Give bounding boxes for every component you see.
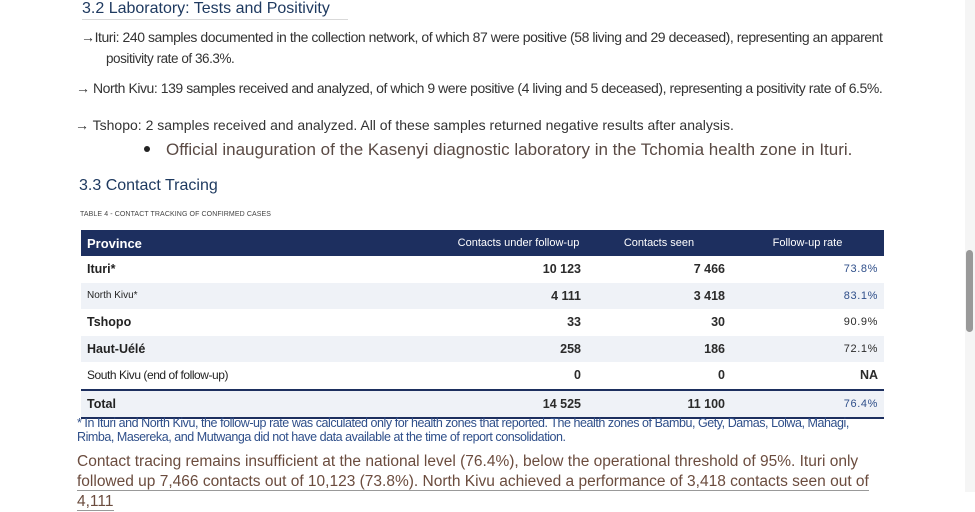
bullet-dot	[144, 146, 150, 152]
cell-under-follow-up: 4 111	[450, 283, 587, 310]
paragraph-line: Contact tracing remains insufficient at the national level (76.4%), below the operational threshold of 95%. Ituri only	[77, 453, 859, 470]
cell-contacts-seen: 186	[587, 336, 731, 363]
table-row-total	[81, 390, 884, 419]
contact-tracking-table	[81, 230, 884, 419]
cell-under-follow-up: 0	[450, 362, 587, 390]
cell-under-follow-up: 258	[450, 336, 587, 363]
cell-under-follow-up: 14 525	[450, 390, 587, 419]
cell-province: Haut-Uélé	[81, 336, 450, 363]
cell-under-follow-up: 33	[567, 315, 581, 330]
lab-item-text: North Kivu: 139 samples received and analyzed, of which 9 were positive (4 living and 5 deceased), representing a positivity rate of 6.5%.	[93, 80, 883, 96]
arrow-icon: →	[76, 80, 90, 96]
lab-item-text: Ituri: 240 samples documented in the collection network, of which 87 were positive (58 living and 29 deceased), representing an apparent	[94, 29, 883, 45]
arrow-icon: →	[81, 29, 95, 45]
arrow-icon: →	[75, 117, 89, 133]
section-heading-laboratory: 3.2 Laboratory: Tests and Positivity	[82, 0, 348, 20]
table-row	[81, 309, 884, 336]
cell-contacts-seen: 11 100	[587, 390, 731, 419]
table-row	[81, 336, 884, 363]
cell-province: South Kivu (end of follow-up)	[81, 362, 450, 390]
lab-item-north-kivu	[76, 80, 882, 96]
lab-item-ituri	[81, 29, 882, 45]
table-header-row	[81, 230, 884, 256]
cell-province: Ituri*	[87, 262, 116, 277]
cell-contacts-seen: 30	[711, 315, 725, 330]
cell-province: Tshopo	[87, 315, 132, 330]
cell-province: Total	[81, 390, 450, 419]
table-row	[81, 283, 884, 310]
scrollbar-thumb[interactable]	[966, 250, 973, 332]
cell-follow-up-rate: 72.1%	[731, 336, 884, 363]
cell-follow-up-rate: 76.4%	[731, 390, 884, 419]
header-province: Province	[81, 230, 450, 256]
vertical-scrollbar[interactable]	[965, 0, 975, 492]
cell-follow-up-rate: 90.9%	[843, 316, 878, 329]
paragraph-line-underlined: followed up 7,466 contacts out of 10,123 (73.8%). North Kivu achieved a performance of 3,418 contacts seen out of 4,111	[77, 473, 869, 510]
bullet-text: Official inauguration of the Kasenyi diagnostic laboratory in the Tchomia health zone in Ituri.	[166, 140, 853, 159]
cell-contacts-seen: 7 466	[693, 262, 725, 277]
cell-contacts-seen: 3 418	[587, 283, 731, 310]
lab-item-tshopo	[75, 117, 734, 133]
cell-follow-up-rate: 73.8%	[843, 263, 878, 276]
header-contacts-seen: Contacts seen	[587, 230, 731, 256]
header-contacts-under-follow-up: Contacts under follow-up	[450, 230, 587, 256]
table-footnote: * In Ituri and North Kivu, the follow-up rate was calculated only for health zones that reported. The health zones of Bambu, Gety, Damas, Lolwa, Mahagi, Rimba, Masereka, and Mutwanga did not have data available at the time of report consolidation.	[77, 416, 849, 444]
cell-under-follow-up: 10 123	[542, 262, 581, 277]
table-row	[81, 256, 884, 283]
lab-item-ituri-cont: positivity rate of 36.3%.	[106, 51, 235, 66]
cell-follow-up-rate: 83.1%	[731, 283, 884, 310]
header-follow-up-rate: Follow-up rate	[731, 230, 884, 256]
cell-follow-up-rate: NA	[731, 362, 884, 390]
section-heading-contact-tracing: 3.3 Contact Tracing	[79, 177, 218, 194]
bullet-item-inauguration	[144, 140, 852, 160]
cell-province: North Kivu*	[81, 283, 450, 310]
cell-contacts-seen: 0	[587, 362, 731, 390]
table-caption: TABLE 4 - CONTACT TRACKING OF CONFIRMED CASES	[80, 211, 272, 218]
contact-tracing-paragraph	[77, 452, 887, 512]
paragraph-line	[77, 472, 887, 512]
lab-item-text: Tshopo: 2 samples received and analyzed. All of these samples returned negative results after analysis.	[92, 117, 734, 133]
table-row	[81, 362, 884, 390]
